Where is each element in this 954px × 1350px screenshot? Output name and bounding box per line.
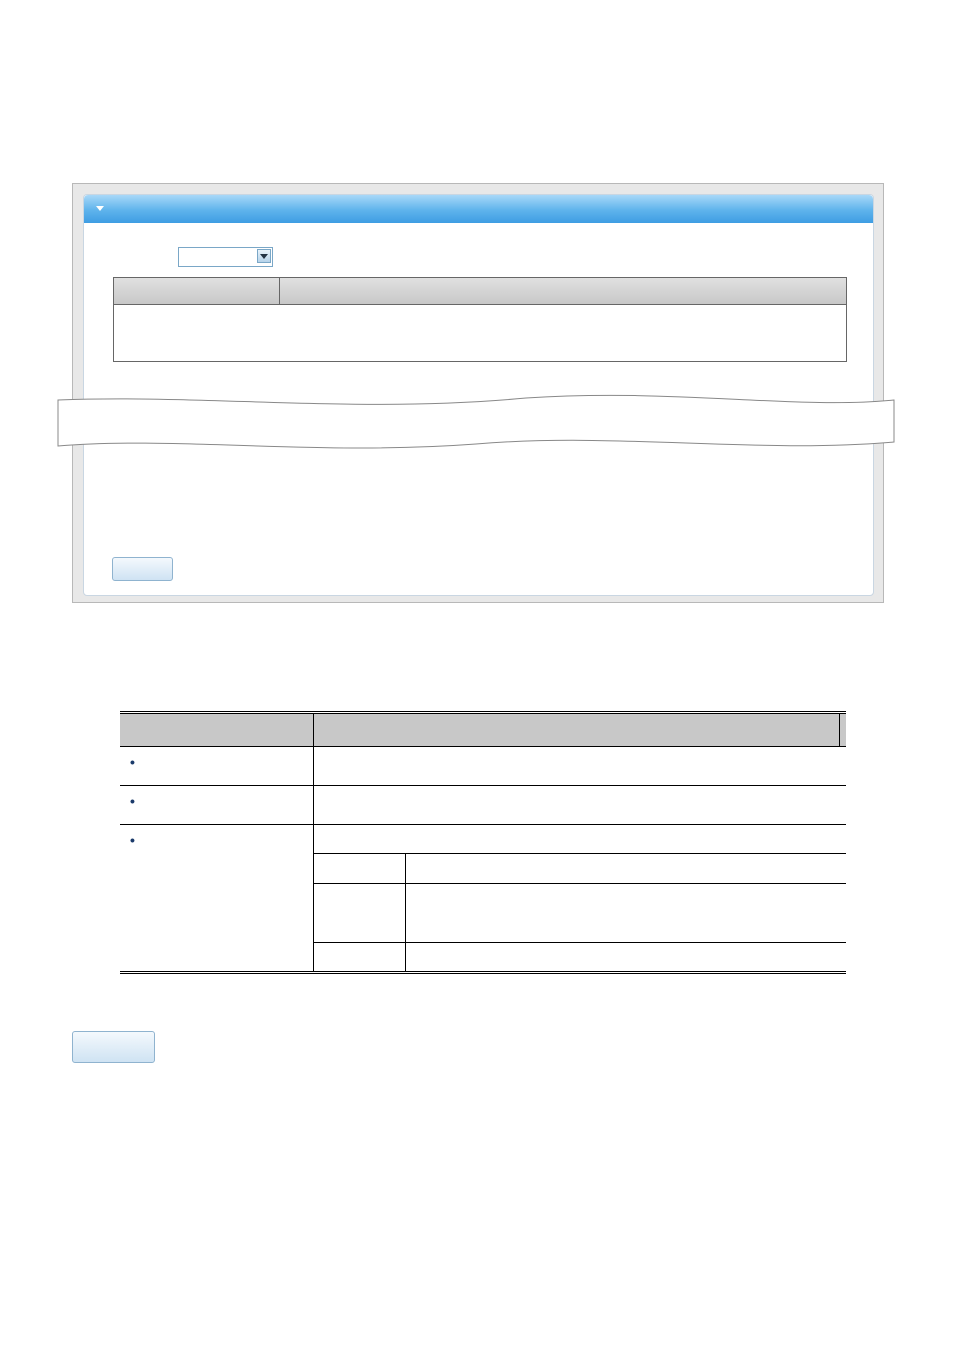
table-header — [114, 278, 846, 305]
membership-table — [113, 277, 847, 362]
vlan-id-select[interactable] — [178, 247, 273, 267]
table-row — [120, 825, 846, 971]
table-row — [120, 786, 846, 825]
page-break-tear — [56, 392, 896, 454]
fields-table-header — [120, 714, 846, 747]
apply-button[interactable] — [112, 557, 173, 581]
object-cell: • — [130, 793, 139, 809]
dropdown-arrow-icon[interactable] — [257, 249, 271, 263]
panel-header[interactable] — [84, 195, 873, 223]
collapse-arrow-icon[interactable] — [96, 206, 104, 211]
object-cell: • — [130, 754, 139, 770]
table-row — [120, 747, 846, 786]
apply-button-example[interactable] — [72, 1031, 155, 1063]
object-cell: • — [130, 832, 139, 848]
fields-table — [120, 711, 846, 974]
